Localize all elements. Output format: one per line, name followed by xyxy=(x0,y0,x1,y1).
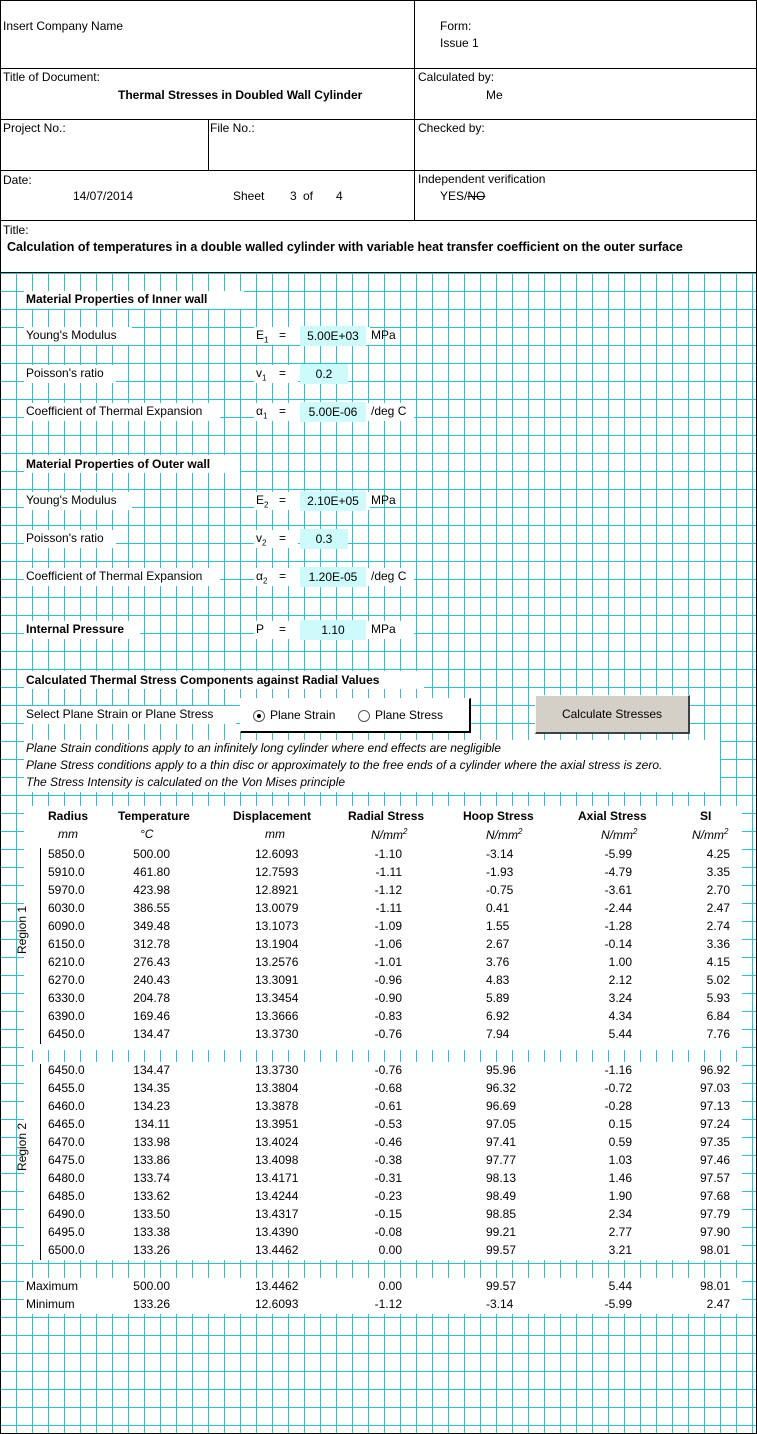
verification-no: NO xyxy=(467,189,486,203)
table-cell: 13.0079 xyxy=(255,901,299,915)
table-cell: 7.94 xyxy=(486,1027,510,1041)
table-cell: 0.00 xyxy=(378,1243,402,1257)
outer-youngs-symbol: $E_2$ xyxy=(256,493,269,510)
inner-youngs-label: Young's Modulus xyxy=(26,328,117,342)
doc-title: Thermal Stresses in Doubled Wall Cylinder xyxy=(118,88,363,102)
table-cell: 13.2576 xyxy=(255,955,299,969)
table-cell: 13.4317 xyxy=(255,1207,299,1221)
table-cell: 98.85 xyxy=(486,1207,517,1221)
plane-strain-option[interactable] xyxy=(253,708,335,722)
table-cell: 6475.0 xyxy=(48,1153,85,1167)
unit-text: N/mm xyxy=(371,828,403,842)
summary-cell: -5.99 xyxy=(604,1297,632,1311)
outer-cte-label: Coefficient of Thermal Expansion xyxy=(26,569,203,583)
select-mode-label: Select Plane Strain or Plane Stress xyxy=(26,707,214,721)
outer-youngs-label: Young's Modulus xyxy=(26,493,117,507)
equals-sign: = xyxy=(279,366,287,380)
table-cell: 1.00 xyxy=(608,955,632,969)
table-cell: -0.96 xyxy=(374,973,402,987)
inner-poisson-symbol: $v_1$ xyxy=(256,366,267,383)
table-cell: -0.72 xyxy=(604,1081,632,1095)
table-cell: 99.21 xyxy=(486,1225,517,1239)
table-cell: 349.48 xyxy=(133,919,170,933)
table-header-cell: Displacement xyxy=(233,809,312,823)
table-cell: 6150.0 xyxy=(48,937,85,951)
table-cell: -2.44 xyxy=(604,901,632,915)
table-cell: 13.3666 xyxy=(255,1009,299,1023)
table-cell: 4.15 xyxy=(706,955,730,969)
inner-youngs-symbol: $E_1$ xyxy=(256,328,269,345)
table-cell: -0.68 xyxy=(374,1081,402,1095)
unit-superscript: 2 xyxy=(518,827,523,836)
table-cell: -3.14 xyxy=(486,847,514,861)
table-unit-cell xyxy=(601,827,637,842)
table-cell: 3.35 xyxy=(706,865,730,879)
table-cell: 1.55 xyxy=(486,919,510,933)
table-cell: 6460.0 xyxy=(48,1099,85,1113)
table-unit-cell xyxy=(371,827,407,842)
table-cell: 6330.0 xyxy=(48,991,85,1005)
table-cell: 0.41 xyxy=(486,901,510,915)
summary-cell: 2.47 xyxy=(706,1297,730,1311)
stress-intensity-note: The Stress Intensity is calculated on the Von Mises principle xyxy=(26,775,346,789)
unit-superscript: 2 xyxy=(633,827,638,836)
table-cell: 6030.0 xyxy=(48,901,85,915)
table-cell: 5.93 xyxy=(706,991,730,1005)
table-cell: 2.70 xyxy=(706,883,730,897)
pressure-symbol: P xyxy=(256,622,265,636)
table-cell: 97.68 xyxy=(699,1189,730,1203)
header-divider xyxy=(0,220,757,221)
table-cell: -0.76 xyxy=(374,1063,402,1077)
summary-cell: -1.12 xyxy=(374,1297,402,1311)
header-divider xyxy=(414,0,415,220)
unit-superscript: 2 xyxy=(724,827,729,836)
inner-poisson-input[interactable]: 0.2 xyxy=(300,364,348,384)
table-cell: 1.03 xyxy=(608,1153,632,1167)
table-cell: 97.13 xyxy=(699,1099,730,1113)
summary-cell: Minimum xyxy=(26,1297,75,1311)
table-cell: 1.46 xyxy=(608,1171,632,1185)
table-cell: 4.34 xyxy=(608,1009,632,1023)
table-cell: 13.1904 xyxy=(255,937,299,951)
verification-value xyxy=(440,189,485,203)
table-unit-cell xyxy=(486,827,522,842)
table-cell: 97.41 xyxy=(486,1135,517,1149)
document-header xyxy=(0,0,757,273)
table-cell: 98.49 xyxy=(486,1189,517,1203)
unit-text: N/mm xyxy=(692,828,724,842)
checked-by-label: Checked by: xyxy=(418,121,485,135)
outer-wall-heading: Material Properties of Outer wall xyxy=(26,457,211,471)
outer-youngs-input[interactable]: 2.10E+05 xyxy=(300,491,366,511)
table-cell: 6500.0 xyxy=(48,1243,85,1257)
equals-sign: = xyxy=(279,328,287,342)
table-cell: 6490.0 xyxy=(48,1207,85,1221)
table-cell: 6485.0 xyxy=(48,1189,85,1203)
table-cell: 3.24 xyxy=(608,991,632,1005)
table-cell: 2.74 xyxy=(706,919,730,933)
table-cell: 96.32 xyxy=(486,1081,517,1095)
table-cell: 13.3454 xyxy=(255,991,299,1005)
table-cell: -1.93 xyxy=(486,865,514,879)
table-cell: 240.43 xyxy=(133,973,170,987)
table-cell: 3.21 xyxy=(608,1243,632,1257)
summary-cell: 98.01 xyxy=(699,1279,730,1293)
table-cell: 6450.0 xyxy=(48,1027,85,1041)
table-cell: 386.55 xyxy=(133,901,170,915)
table-cell: 13.4244 xyxy=(255,1189,299,1203)
plane-strain-note: Plane Strain conditions apply to an infinitely long cylinder where end effects are negligible xyxy=(26,741,501,755)
table-cell: 6090.0 xyxy=(48,919,85,933)
table-cell: 96.92 xyxy=(699,1063,730,1077)
date-label: Date: xyxy=(3,173,32,187)
region1-label: Region 1 xyxy=(15,905,30,955)
table-cell: -0.14 xyxy=(604,937,632,951)
table-cell: 133.86 xyxy=(133,1153,170,1167)
summary-cell: 0.00 xyxy=(378,1279,402,1293)
table-cell: 95.96 xyxy=(486,1063,517,1077)
outer-cte-input[interactable]: 1.20E-05 xyxy=(300,567,366,587)
inner-poisson-label: Poisson's ratio xyxy=(26,366,104,380)
table-cell: 133.26 xyxy=(133,1243,170,1257)
summary-cell: 133.26 xyxy=(133,1297,170,1311)
doc-title-label: Title of Document: xyxy=(3,70,100,84)
table-cell: 6465.0 xyxy=(48,1117,85,1131)
equals-sign: = xyxy=(279,493,287,507)
summary-cell: 500.00 xyxy=(133,1279,170,1293)
table-cell: -1.10 xyxy=(374,847,402,861)
table-cell: 133.98 xyxy=(133,1135,170,1149)
table-cell: 97.79 xyxy=(699,1207,730,1221)
table-cell: 13.4390 xyxy=(255,1225,299,1239)
unit-text: mm xyxy=(58,827,78,841)
summary-cell: 12.6093 xyxy=(255,1297,299,1311)
outer-cte-symbol: $\alpha_2$ xyxy=(256,569,268,586)
plane-stress-radio[interactable] xyxy=(358,710,370,722)
table-cell: -0.15 xyxy=(374,1207,402,1221)
table-cell: 3.76 xyxy=(486,955,510,969)
header-divider xyxy=(0,272,757,273)
table-cell: -1.11 xyxy=(375,865,402,879)
inner-cte-label: Coefficient of Thermal Expansion xyxy=(26,404,203,418)
company-name: Insert Company Name xyxy=(3,19,124,33)
plane-stress-label: Plane Stress xyxy=(375,708,444,722)
table-cell: -1.11 xyxy=(375,901,402,915)
table-cell: 5910.0 xyxy=(48,865,85,879)
table-cell: 97.05 xyxy=(486,1117,517,1131)
table-cell: 133.74 xyxy=(133,1171,170,1185)
outer-poisson-input[interactable]: 0.3 xyxy=(300,529,348,549)
table-cell: -1.01 xyxy=(374,955,402,969)
calc-heading: Calculated Thermal Stress Components against Radial Values xyxy=(26,673,380,687)
table-cell: 0.59 xyxy=(608,1135,632,1149)
table-cell: -1.12 xyxy=(374,883,402,897)
file-no-label: File No.: xyxy=(210,121,255,135)
table-cell: -1.28 xyxy=(604,919,632,933)
table-cell: -0.31 xyxy=(374,1171,402,1185)
table-header-cell: Hoop Stress xyxy=(463,809,534,823)
equals-sign: = xyxy=(279,531,287,545)
table-cell: -0.76 xyxy=(374,1027,402,1041)
sheet-number: 3 xyxy=(290,189,297,203)
table-cell: 2.77 xyxy=(608,1225,632,1239)
table-cell: -1.09 xyxy=(374,919,402,933)
table-cell: 13.4462 xyxy=(255,1243,299,1257)
table-cell: -0.38 xyxy=(374,1153,402,1167)
inner-cte-input[interactable]: 5.00E-06 xyxy=(300,402,366,422)
sheet-of: of xyxy=(303,189,314,203)
table-cell: 276.43 xyxy=(133,955,170,969)
table-cell: -0.23 xyxy=(374,1189,402,1203)
table-cell: 13.3091 xyxy=(255,973,299,987)
summary-cell: -3.14 xyxy=(486,1297,514,1311)
project-no-label: Project No.: xyxy=(3,121,66,135)
equals-sign: = xyxy=(279,569,287,583)
plane-strain-radio[interactable] xyxy=(253,710,265,722)
table-cell: 13.4098 xyxy=(255,1153,299,1167)
table-cell: 2.12 xyxy=(608,973,632,987)
table-cell: 13.1073 xyxy=(255,919,299,933)
table-cell: -0.53 xyxy=(374,1117,402,1131)
table-cell: 6470.0 xyxy=(48,1135,85,1149)
table-header-cell: Temperature xyxy=(118,809,190,823)
table-cell: 169.46 xyxy=(133,1009,170,1023)
table-cell: 133.50 xyxy=(133,1207,170,1221)
table-cell: 12.7593 xyxy=(255,865,299,879)
table-cell: 134.11 xyxy=(134,1117,170,1131)
table-cell: -5.99 xyxy=(604,847,632,861)
header-divider xyxy=(0,170,757,171)
table-cell: -0.61 xyxy=(374,1099,402,1113)
table-cell: 6270.0 xyxy=(48,973,85,987)
table-cell: -1.16 xyxy=(604,1063,632,1077)
summary-cell: 5.44 xyxy=(608,1279,632,1293)
table-cell: 133.38 xyxy=(133,1225,170,1239)
table-cell: 13.3878 xyxy=(255,1099,299,1113)
table-cell: -0.46 xyxy=(374,1135,402,1149)
table-cell: -0.75 xyxy=(486,883,514,897)
inner-cte-symbol: $\alpha_1$ xyxy=(256,404,268,421)
table-unit-cell xyxy=(692,827,728,842)
table-cell: 2.34 xyxy=(608,1207,632,1221)
table-cell: 12.8921 xyxy=(255,883,299,897)
table-cell: 6.92 xyxy=(486,1009,510,1023)
unit-text: °C xyxy=(140,827,154,841)
table-cell: 96.69 xyxy=(486,1099,517,1113)
table-cell: 134.35 xyxy=(133,1081,170,1095)
calculate-stresses-label: Calculate Stresses xyxy=(561,707,663,721)
outer-cte-unit: /deg C xyxy=(371,569,407,583)
inner-wall-heading: Material Properties of Inner wall xyxy=(26,292,208,306)
table-cell: 97.03 xyxy=(699,1081,730,1095)
table-cell: 97.57 xyxy=(699,1171,730,1185)
table-cell: 423.98 xyxy=(133,883,170,897)
calculation-title: Calculation of temperatures in a double walled cylinder with variable heat transfer coefficient on the outer surface xyxy=(7,240,683,254)
table-cell: 6495.0 xyxy=(48,1225,85,1239)
table-cell: 12.6093 xyxy=(255,847,299,861)
table-cell: 5850.0 xyxy=(48,847,85,861)
table-cell: 97.24 xyxy=(699,1117,730,1131)
header-divider xyxy=(0,68,757,69)
table-cell: 13.3730 xyxy=(255,1027,299,1041)
table-cell: 6480.0 xyxy=(48,1171,85,1185)
table-cell: 4.25 xyxy=(706,847,730,861)
table-cell: 13.3730 xyxy=(255,1063,299,1077)
table-cell: 5.02 xyxy=(706,973,730,987)
table-cell: -0.08 xyxy=(374,1225,402,1239)
table-cell: 98.13 xyxy=(486,1171,517,1185)
table-cell: 7.76 xyxy=(706,1027,730,1041)
outer-poisson-symbol: $v_2$ xyxy=(256,531,267,548)
table-cell: -0.83 xyxy=(374,1009,402,1023)
unit-text: N/mm xyxy=(486,828,518,842)
pressure-label: Internal Pressure xyxy=(26,622,125,636)
unit-text: mm xyxy=(265,827,285,841)
table-cell: 99.57 xyxy=(486,1243,517,1257)
table-unit-cell xyxy=(140,827,153,841)
calculated-by-label: Calculated by: xyxy=(418,70,495,84)
form-label: Form: xyxy=(440,19,472,33)
table-cell: 2.47 xyxy=(706,901,730,915)
table-cell: 134.47 xyxy=(133,1027,170,1041)
table-cell: -0.90 xyxy=(374,991,402,1005)
table-cell: 134.23 xyxy=(133,1099,170,1113)
table-cell: 134.47 xyxy=(133,1063,170,1077)
table-cell: 13.4171 xyxy=(255,1171,299,1185)
sheet-label: Sheet xyxy=(233,189,265,203)
table-cell: -4.79 xyxy=(604,865,632,879)
header-divider xyxy=(208,119,209,170)
sheet-total: 4 xyxy=(336,189,343,203)
pressure-unit: MPa xyxy=(371,622,396,636)
plane-stress-option[interactable] xyxy=(358,708,443,722)
table-cell: 5.44 xyxy=(608,1027,632,1041)
unit-text: N/mm xyxy=(601,828,633,842)
table-header-cell: Axial Stress xyxy=(578,809,647,823)
table-cell: -1.06 xyxy=(374,937,402,951)
table-cell: 133.62 xyxy=(133,1189,170,1203)
table-cell: 98.01 xyxy=(699,1243,730,1257)
summary-cell: Maximum xyxy=(26,1279,79,1293)
table-cell: 97.77 xyxy=(486,1153,517,1167)
table-cell: 1.90 xyxy=(608,1189,632,1203)
table-header-cell: Radial Stress xyxy=(348,809,425,823)
plane-strain-label: Plane Strain xyxy=(270,708,336,722)
table-cell: 312.78 xyxy=(133,937,170,951)
table-cell: 5970.0 xyxy=(48,883,85,897)
table-cell: 500.00 xyxy=(133,847,170,861)
independent-verification-label: Independent verification xyxy=(418,172,546,186)
table-cell: 97.46 xyxy=(699,1153,730,1167)
table-cell: 97.35 xyxy=(699,1135,730,1149)
summary-cell: 99.57 xyxy=(486,1279,517,1293)
region2-label: Region 2 xyxy=(15,1122,30,1172)
table-cell: 6.84 xyxy=(706,1009,730,1023)
equals-sign: = xyxy=(279,404,287,418)
table-cell: 6390.0 xyxy=(48,1009,85,1023)
region-bracket xyxy=(40,848,41,1044)
table-cell: 6450.0 xyxy=(48,1063,85,1077)
mode-radio-group xyxy=(240,698,471,733)
unit-superscript: 2 xyxy=(403,827,408,836)
table-unit-cell xyxy=(265,827,285,841)
region-bracket xyxy=(40,1064,41,1260)
table-cell: 0.15 xyxy=(608,1117,632,1131)
calculated-by-value: Me xyxy=(486,88,503,102)
table-unit-cell xyxy=(58,827,78,841)
date-value: 14/07/2014 xyxy=(73,189,134,203)
table-cell: 4.83 xyxy=(486,973,510,987)
table-cell: 204.78 xyxy=(133,991,170,1005)
table-cell: 13.3804 xyxy=(255,1081,299,1095)
calculate-stresses-button[interactable] xyxy=(535,695,690,734)
table-header-cell: Radius xyxy=(48,809,89,823)
table-cell: 2.67 xyxy=(486,937,510,951)
summary-cell: 13.4462 xyxy=(255,1279,299,1293)
table-cell: 97.90 xyxy=(699,1225,730,1239)
table-cell: -0.28 xyxy=(604,1099,632,1113)
title-label: Title: xyxy=(3,223,29,237)
inner-youngs-input[interactable]: 5.00E+03 xyxy=(300,326,366,346)
outer-poisson-label: Poisson's ratio xyxy=(26,531,104,545)
table-cell: -3.61 xyxy=(604,883,632,897)
table-cell: 13.4024 xyxy=(255,1135,299,1149)
equals-sign: = xyxy=(279,622,287,636)
table-header-cell: SI xyxy=(700,809,712,823)
table-cell: 5.89 xyxy=(486,991,510,1005)
table-cell: 6455.0 xyxy=(48,1081,85,1095)
pressure-input[interactable]: 1.10 xyxy=(300,620,366,640)
table-cell: 461.80 xyxy=(133,865,170,879)
header-divider xyxy=(0,119,757,120)
verification-yes: YES/ xyxy=(440,189,468,203)
table-cell: 6210.0 xyxy=(48,955,85,969)
plane-stress-note: Plane Stress conditions apply to a thin disc or approximately to the free ends of a cylinder where the axial stress is zero. xyxy=(26,758,663,772)
table-cell: 13.3951 xyxy=(255,1117,299,1131)
issue-value: Issue 1 xyxy=(440,36,479,50)
inner-cte-unit: /deg C xyxy=(371,404,407,418)
table-cell: 3.36 xyxy=(706,937,730,951)
outer-youngs-unit: MPa xyxy=(371,493,396,507)
inner-youngs-unit: MPa xyxy=(371,328,396,342)
